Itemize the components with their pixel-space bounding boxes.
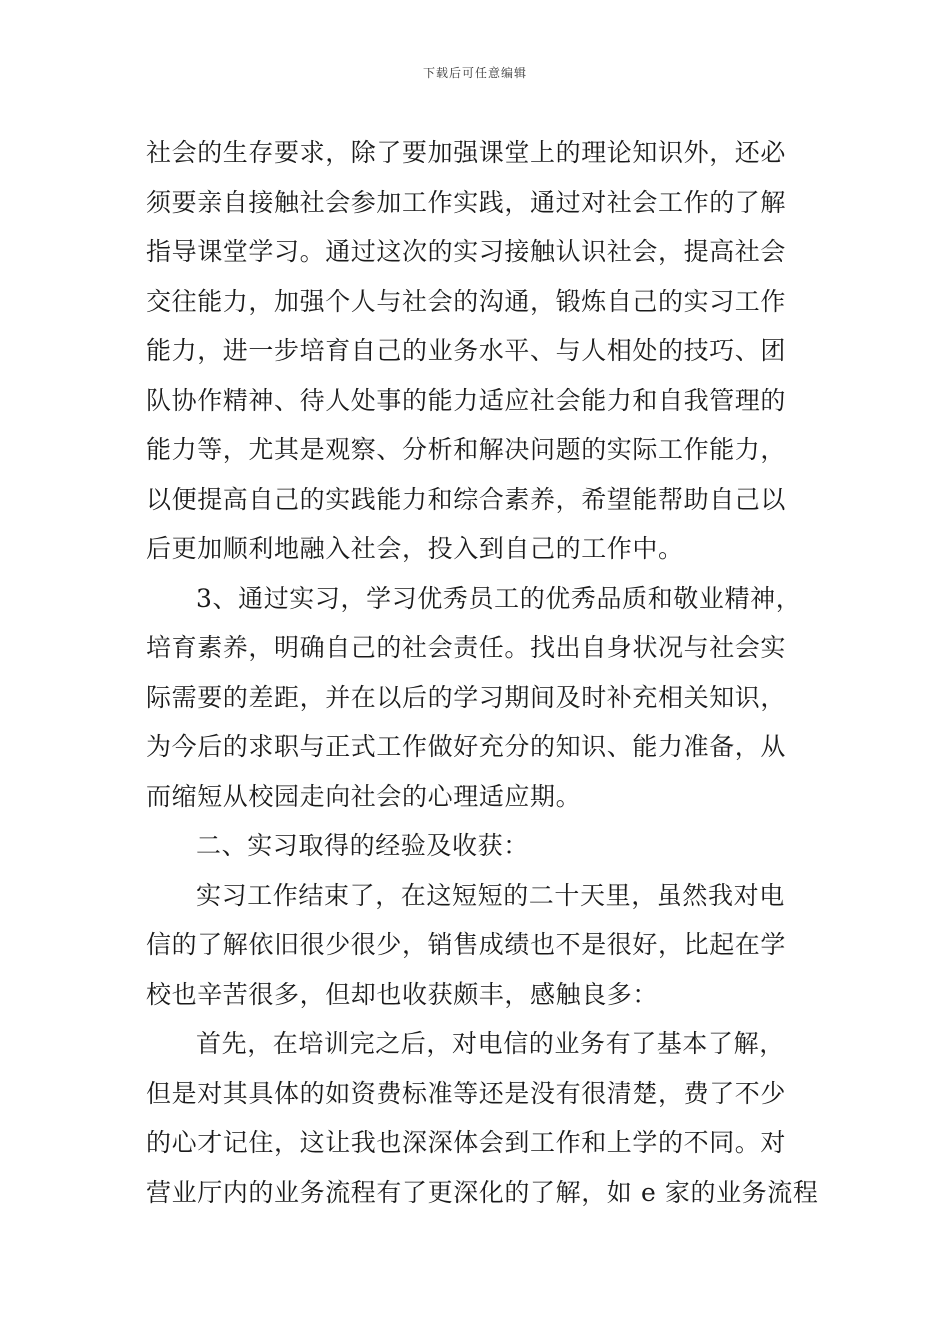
- text-line: 须要亲自接触社会参加工作实践，通过对社会工作的了解: [146, 187, 787, 217]
- text-line: 首先，在培训完之后，对电信的业务有了基本了解，: [196, 1029, 785, 1058]
- text-line: 交往能力，加强个人与社会的沟通，锻炼自己的实习工作: [146, 286, 787, 316]
- page-header: 下载后可任意编辑: [422, 66, 527, 80]
- text-line: 为今后的求职与正式工作做好充分的知识、能力准备，从: [146, 732, 787, 761]
- text-line: 而缩短从校园走向社会的心理适应期。: [146, 781, 582, 811]
- text-line: 能力等，尤其是观察、分析和解决问题的实际工作能力，: [146, 435, 787, 464]
- text-line: 际需要的差距，并在以后的学习期间及时补充相关知识，: [146, 682, 787, 712]
- text-line: 营业厅内的业务流程有了更深化的了解，如 e 家的业务流程: [146, 1177, 819, 1207]
- text-line: 队协作精神、待人处事的能力适应社会能力和自我管理的: [146, 385, 787, 415]
- text-line: 能力，进一步培育自己的业务水平、与人相处的技巧、团: [146, 336, 787, 365]
- text-line: 3、通过实习，学习优秀员工的优秀品质和敬业精神，: [196, 583, 802, 613]
- text-line: 但是对其具体的如资费标准等还是没有很清楚，费了不少: [146, 1078, 787, 1108]
- text-line: 以便提高自己的实践能力和综合素养，希望能帮助自己以: [146, 484, 787, 514]
- text-line: 二、实习取得的经验及收获：: [196, 831, 529, 860]
- text-line: 指导课堂学习。通过这次的实习接触认识社会，提高社会: [146, 237, 787, 266]
- text-line: 校也辛苦很多，但却也收获颇丰，感触良多：: [146, 979, 659, 1009]
- document-body: [146, 128, 819, 1217]
- text-line: 信的了解依旧很少很少，销售成绩也不是很好，比起在学: [146, 930, 787, 959]
- text-line: 社会的生存要求，除了要加强课堂上的理论知识外，还必: [146, 138, 787, 167]
- text-line: 培育素养，明确自己的社会责任。找出自身状况与社会实: [146, 633, 787, 662]
- text-line: 的心才记住，这让我也深深体会到工作和上学的不同。对: [146, 1128, 787, 1157]
- text-line: 实习工作结束了，在这短短的二十天里，虽然我对电: [196, 880, 785, 910]
- text-line: 后更加顺利地融入社会，投入到自己的工作中。: [146, 534, 684, 563]
